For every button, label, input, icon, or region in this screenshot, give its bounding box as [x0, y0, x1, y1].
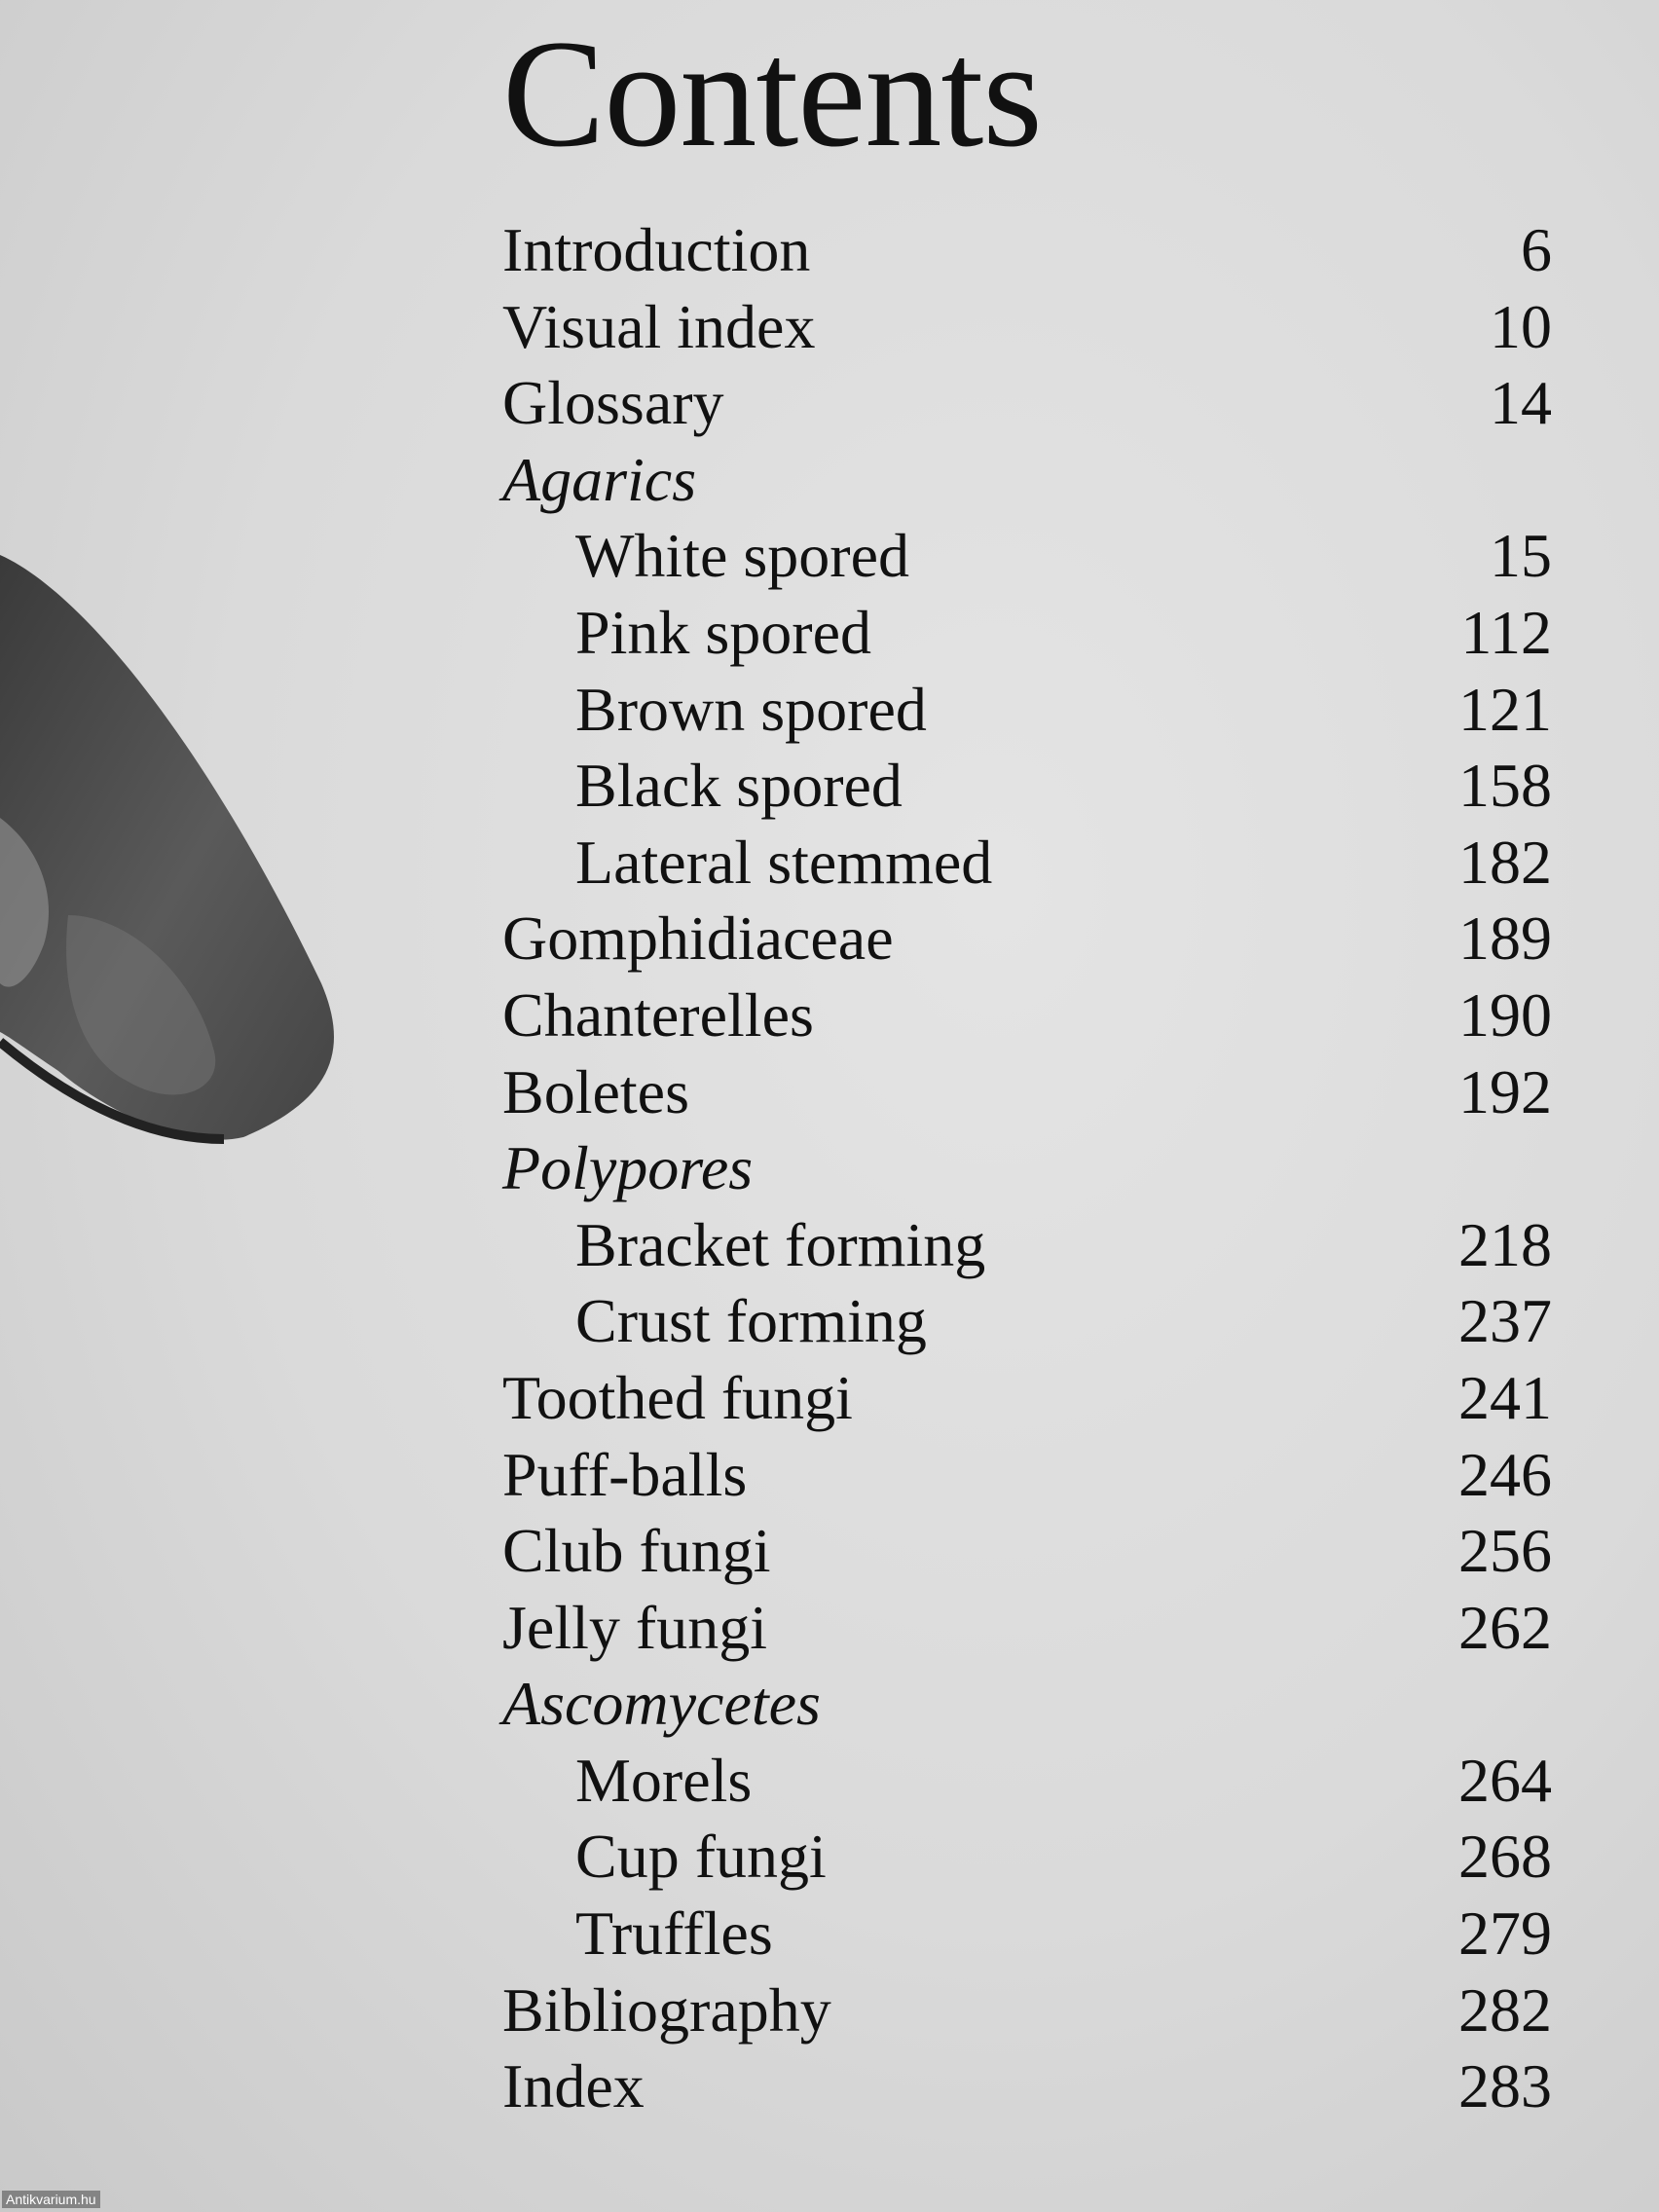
toc-page-number: 282	[1458, 1974, 1552, 2045]
toc-page-number: 6	[1521, 215, 1552, 284]
toc-section-heading	[502, 442, 1552, 519]
toc-page-number: 158	[1458, 751, 1552, 821]
toc-entry	[502, 1743, 1552, 1820]
toc-page-number: 237	[1458, 1286, 1552, 1356]
toc-entry-label: Bibliography	[502, 1974, 831, 2045]
toc-entry	[502, 672, 1552, 749]
toc-page-number: 268	[1458, 1822, 1552, 1892]
toc-entry	[502, 1819, 1552, 1896]
toc-entry-label: Lateral stemmed	[575, 827, 993, 897]
toc-entry-label: Introduction	[502, 215, 811, 284]
toc-entry	[502, 1360, 1552, 1437]
toc-entry-label: Puff-balls	[502, 1439, 748, 1509]
toc-entry	[502, 365, 1552, 442]
toc-entry-label: Bracket forming	[575, 1209, 986, 1279]
page-title: Contents	[502, 9, 1042, 179]
toc-section-heading	[502, 1666, 1552, 1743]
toc-entry	[502, 1054, 1552, 1131]
toc-entry-label: Pink spored	[575, 597, 871, 667]
toc-entry-label: Glossary	[502, 368, 724, 438]
toc-entry	[502, 595, 1552, 672]
toc-entry	[502, 825, 1552, 902]
toc-entry-label: White spored	[575, 521, 909, 591]
toc-entry-label: Polypores	[502, 1133, 754, 1203]
toc-entry-label: Cup fungi	[575, 1822, 827, 1892]
mushroom-cap-photo	[0, 526, 350, 1149]
toc-entry	[502, 977, 1552, 1054]
toc-entry-label: Index	[502, 2051, 645, 2121]
toc-entry-label: Ascomycetes	[502, 1669, 821, 1739]
toc-page-number: 262	[1458, 1592, 1552, 1662]
toc-entry-label: Black spored	[575, 751, 903, 821]
toc-page-number: 14	[1490, 368, 1552, 438]
toc-entry	[502, 1590, 1552, 1667]
toc-entry-label: Chanterelles	[502, 979, 814, 1050]
toc-entry	[502, 1283, 1552, 1360]
toc-page-number: 264	[1458, 1745, 1552, 1815]
toc-entry	[502, 212, 1552, 289]
toc-entry-label: Morels	[575, 1745, 753, 1815]
toc-entry-label: Crust forming	[575, 1286, 927, 1356]
toc-entry-label: Visual index	[502, 291, 816, 361]
toc-page-number: 246	[1458, 1439, 1552, 1509]
toc-entry-label: Truffles	[575, 1899, 773, 1969]
toc-page-number: 182	[1458, 827, 1552, 897]
toc-entry-label: Gomphidiaceae	[502, 903, 894, 974]
toc-entry-label: Agarics	[502, 444, 697, 514]
toc-page-number: 279	[1458, 1899, 1552, 1969]
toc-page-number: 121	[1458, 674, 1552, 744]
toc-page-number: 192	[1458, 1056, 1552, 1126]
toc-page-number: 241	[1458, 1362, 1552, 1432]
toc-entry-label: Club fungi	[502, 1516, 771, 1586]
toc-entry-label: Brown spored	[575, 674, 927, 744]
toc-section-heading	[502, 1130, 1552, 1207]
toc-page-number: 218	[1458, 1209, 1552, 1279]
toc-page-number: 189	[1458, 903, 1552, 974]
toc-entry-label: Toothed fungi	[502, 1362, 853, 1432]
toc-entry-label: Boletes	[502, 1056, 689, 1126]
toc-entry	[502, 1513, 1552, 1590]
toc-page-number: 190	[1458, 979, 1552, 1050]
table-of-contents	[502, 212, 1552, 2125]
toc-page-number: 256	[1458, 1516, 1552, 1586]
toc-page-number: 112	[1460, 597, 1552, 667]
toc-entry	[502, 289, 1552, 366]
toc-entry	[502, 1437, 1552, 1514]
toc-entry	[502, 901, 1552, 977]
toc-entry-label: Jelly fungi	[502, 1592, 767, 1662]
toc-entry	[502, 748, 1552, 825]
toc-entry	[502, 1896, 1552, 1972]
watermark: Antikvarium.hu	[2, 2191, 100, 2208]
toc-page-number: 10	[1490, 291, 1552, 361]
toc-entry	[502, 2048, 1552, 2125]
toc-entry	[502, 1207, 1552, 1284]
toc-entry	[502, 1972, 1552, 2049]
toc-page-number: 283	[1458, 2051, 1552, 2121]
toc-page-number: 15	[1490, 521, 1552, 591]
toc-entry	[502, 518, 1552, 595]
